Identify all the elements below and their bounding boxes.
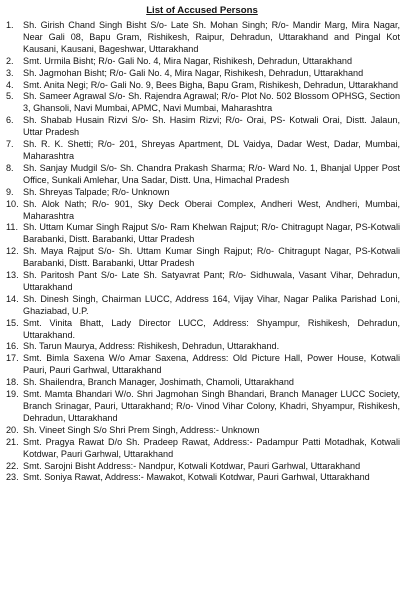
list-item — [4, 472, 400, 484]
list-item-text: Sh. Shailendra, Branch Manager, Joshimath, Chamoli, Uttarakhand — [23, 377, 294, 388]
list-item-number: 15. — [6, 317, 19, 328]
list-item — [4, 294, 400, 318]
list-item — [4, 163, 400, 187]
list-item — [4, 318, 400, 342]
list-item-number: 20. — [6, 424, 19, 435]
accused-persons-list — [4, 20, 400, 484]
list-item-text: Sh. Paritosh Pant S/o- Late Sh. Satyavrat Pant; R/o- Sidhuwala, Vasant Vihar, Dehradun, Uttarakhand — [23, 270, 400, 292]
list-item-text: Sh. Girish Chand Singh Bisht S/o- Late Sh. Mohan Singh; R/o- Mandir Marg, Mira Nagar, Near Gali 08, Bapu Gram, Rishikesh, Raipur, Dehradun, Uttarakhand and Pingal Kot Kausani, Kausani, Bageshwar, Uttarakhand — [23, 20, 400, 54]
list-item-text: Smt. Soniya Rawat, Address:- Mawakot, Kotwali Kotdwar, Pauri Garhwal, Uttarakhand — [23, 472, 370, 483]
list-item-text: Smt. Pragya Rawat D/o Sh. Pradeep Rawat, Address:- Padampur Patti Motadhak, Kotwali Kotdwar, Pauri Garhwal, Uttarakhand — [23, 436, 400, 459]
list-item — [4, 199, 400, 223]
list-item-number: 9. — [6, 186, 14, 197]
list-item-number: 4. — [6, 79, 14, 90]
list-item-text: Smt. Bimla Saxena W/o Amar Saxena, Address: Old Picture Hall, Power House, Kotwali Pauri, Pauri Garhwal, Uttarakhand — [23, 353, 400, 376]
list-item-number: 23. — [6, 472, 19, 483]
list-item-number: 17. — [6, 353, 19, 364]
list-item-text: Sh. Dinesh Singh, Chairman LUCC, Address 164, Vijay Vihar, Nagar Palika Parishad Loni, Ghaziabad, U.P. — [23, 293, 400, 316]
list-item-text: Sh. Alok Nath; R/o- 901, Sky Deck Oberai Complex, Andheri West, Andheri, Mumbai, Maharashtra — [23, 198, 400, 221]
list-item — [4, 341, 400, 353]
list-item-text: Sh. Shabab Husain Rizvi S/o- Sh. Hasim Rizvi; R/o- Orai, PS- Kotwali Orai, Distt. Jalaun, Uttar Pradesh — [23, 115, 400, 138]
list-item — [4, 80, 400, 92]
list-item-number: 5. — [6, 91, 14, 102]
list-item-text: Sh. Maya Rajput S/o- Sh. Uttam Kumar Singh Rajput; R/o- Chitragupt Nagar, PS-Kotwali Barabanki, Distt. Barabanki, Uttar Pradesh — [23, 246, 400, 269]
list-item — [4, 461, 400, 473]
list-item — [4, 389, 400, 425]
list-item-number: 1. — [6, 20, 14, 30]
list-item-number: 19. — [6, 389, 19, 400]
list-item-number: 6. — [6, 115, 14, 126]
list-item-number: 2. — [6, 55, 14, 66]
list-item — [4, 20, 400, 56]
list-item-text: Smt. Anita Negi; R/o- Gali No. 9, Bees Bigha, Bapu Gram, Rishikesh, Dehradun, Uttarakhand — [23, 79, 399, 90]
list-item-number: 12. — [6, 246, 19, 257]
list-item-number: 8. — [6, 162, 14, 173]
list-item — [4, 68, 400, 80]
document-title: List of Accused Persons — [146, 5, 258, 16]
list-item-text: Sh. Vineet Singh S/o Shri Prem Singh, Address:- Unknown — [23, 424, 260, 435]
list-item-text: Smt. Urmila Bisht; R/o- Gali No. 4, Mira Nagar, Rishikesh, Dehradun, Uttarakhand — [23, 55, 353, 66]
list-item-number: 14. — [6, 293, 19, 304]
list-item-text: Smt. Mamta Bhandari W/o. Shri Jagmohan Singh Bhandari, Branch Manager LUCC Society, Branch Srinagar, Pauri, Uttarakhand; R/o- Vinod Vihar Colony, Khadri, Shyampur, Rishikesh, Dehradun, Uttarakhand — [23, 389, 400, 423]
list-item-number: 11. — [6, 222, 18, 233]
list-item-text: Smt. Vinita Bhatt, Lady Director LUCC, Address: Shyampur, Rishikesh, Dehradun, Uttarakhand. — [23, 317, 400, 340]
list-item-text: Sh. Sanjay Mudgil S/o- Sh. Chandra Prakash Sharma; R/o- Ward No. 1, Bhanjal Upper Post Office, Sunkali Amlehar, Una Sadar, Distt. Una, Himachal Pradesh — [23, 162, 400, 185]
list-item-number: 13. — [6, 270, 19, 281]
list-item-text: Sh. Shreyas Talpade; R/o- Unknown — [23, 186, 170, 197]
list-item — [4, 270, 400, 294]
list-item — [4, 222, 400, 246]
list-item-number: 22. — [6, 460, 19, 471]
list-item-text: Smt. Sarojni Bisht Address:- Nandpur, Kotwali Kotdwar, Pauri Garhwal, Uttarakhand — [23, 460, 361, 471]
list-item — [4, 425, 400, 437]
list-item-number: 3. — [6, 67, 14, 78]
list-item — [4, 115, 400, 139]
list-item-number: 7. — [6, 139, 14, 150]
list-item — [4, 56, 400, 68]
list-item — [4, 91, 400, 115]
list-item-number: 16. — [6, 341, 19, 352]
list-item-text: Sh. Uttam Kumar Singh Rajput S/o- Ram Khelwan Rajput; R/o- Chitragupt Nagar, PS-Kotwali Barabanki, Distt. Barabanki, Uttar Pradesh — [23, 222, 400, 245]
list-item — [4, 246, 400, 270]
list-item — [4, 437, 400, 461]
list-item — [4, 139, 400, 163]
list-item-text: Sh. Tarun Maurya, Address: Rishikesh, Dehradun, Uttarakhand. — [23, 341, 280, 352]
list-item-text: Sh. Jagmohan Bisht; R/o- Gali No. 4, Mira Nagar, Rishikesh, Dehradun, Uttarakhand — [23, 67, 364, 78]
list-item — [4, 187, 400, 199]
list-item-text: Sh. R. K. Shetti; R/o- 201, Shreyas Apartment, DL Vaidya, Dadar West, Dadar, Mumbai, Maharashtra — [23, 139, 400, 161]
list-item — [4, 377, 400, 389]
list-item-number: 18. — [6, 377, 19, 388]
list-item-text: Sh. Sameer Agrawal S/o- Sh. Rajendra Agrawal; R/o- Plot No. 502 Blossom OPHSG, Section 3, Ghansoli, Navi Mumbai, APMC, Navi Mumbai, Maharashtra — [23, 91, 400, 114]
list-item-number: 21. — [6, 436, 19, 447]
list-item — [4, 353, 400, 377]
list-item-number: 10. — [6, 198, 19, 209]
